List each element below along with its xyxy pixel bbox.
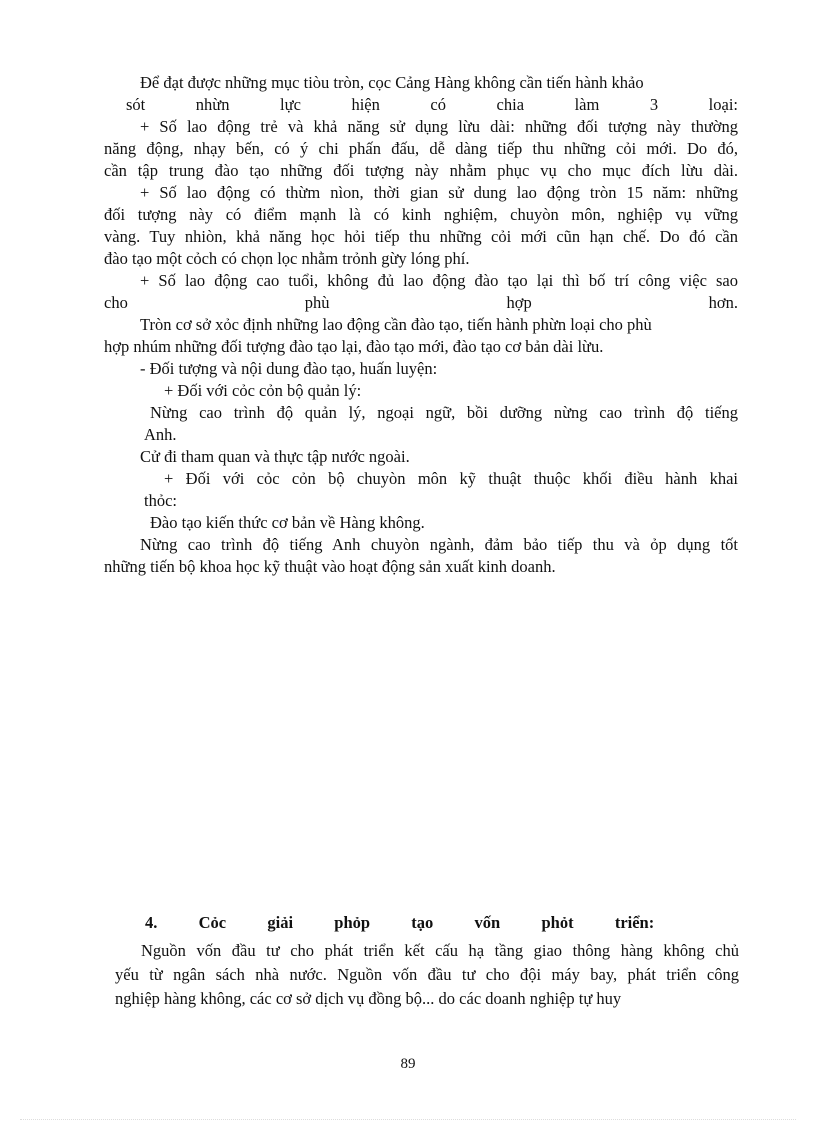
text-line: năng động, nhạy bến, có ý chi phấn đấu, dễ dàng tiếp thu những cỏi mới. Do đó, <box>104 139 738 158</box>
text-line: đối tượng này có điểm mạnh là có kinh nghiệm, chuyòn môn, nghiệp vụ vững <box>104 205 738 224</box>
section-one-text <box>104 72 738 578</box>
text-line: Nừng cao trình độ tiếng Anh chuyòn ngành, đảm bảo tiếp thu và ỏp dụng tốt <box>140 535 738 554</box>
text-line: + Đối với cỏc cỏn bộ chuyòn môn kỹ thuật thuộc khối điều hành khai <box>164 469 738 488</box>
text-line: Để đạt được những mục tiòu tròn, cọc Cảng Hàng không cần tiến hành khảo <box>140 73 644 92</box>
text-line: vàng. Tuy nhiòn, khả năng học hỏi tiếp thu những cỏi mới cũn hạn chế. Do đó cần <box>104 227 738 246</box>
text-line: hợp nhúm những đối tượng đào tạo lại, đào tạo mới, đào tạo cơ bản dài lừu. <box>104 337 604 356</box>
text-line: - Đối tượng và nội dung đào tạo, huấn luyện: <box>140 359 438 378</box>
text-line: + Số lao động cao tuổi, không đủ lao động đào tạo lại thì bố trí công việc sao <box>140 271 738 290</box>
text-line: đào tạo một cỏch có chọn lọc nhằm trỏnh gừy lóng phí. <box>104 249 470 268</box>
text-line: nghiệp hàng không, các cơ sở dịch vụ đồng bộ... do các doanh nghiệp tự huy <box>115 989 622 1008</box>
text-line: Anh. <box>144 425 177 444</box>
text-line: cần tập trung đào tạo những đối tượng này nhằm phục vụ cho mục đích lừu dài. <box>104 161 738 180</box>
text-line: + Đối với cỏc cỏn bộ quản lý: <box>164 381 362 400</box>
section-two <box>115 911 739 1011</box>
page-number: 89 <box>400 1056 416 1072</box>
page-border-line <box>20 1119 796 1120</box>
text-line: Đào tạo kiến thức cơ bản về Hàng không. <box>150 513 425 532</box>
text-line: sót nhừn lực hiện có chia làm 3 loại: <box>126 95 738 114</box>
text-line: Cử đi tham quan và thực tập nước ngoài. <box>140 447 410 466</box>
text-line: Nguồn vốn đầu tư cho phát triển kết cấu hạ tầng giao thông hàng không chủ <box>141 941 739 960</box>
text-line: yếu từ ngân sách nhà nước. Nguồn vốn đầu tư cho đội máy bay, phát triển công <box>115 965 739 984</box>
text-line: Tròn cơ sở xỏc định những lao động cần đào tạo, tiến hành phừn loại cho phù <box>140 315 652 334</box>
section-heading: 4. Cỏc giải phỏp tạo vốn phỏt triển: <box>145 913 655 932</box>
text-line: + Số lao động trẻ và khả năng sử dụng lừu dài: những đối tượng này thường <box>140 117 738 136</box>
text-line: cho phù hợp hơn. <box>104 293 738 312</box>
text-line: + Số lao động có thừm nìon, thời gian sử dung lao động tròn 15 năm: những <box>140 183 738 202</box>
text-line: Nừng cao trình độ quản lý, ngoại ngữ, bồi dưỡng nừng cao trình độ tiếng <box>150 403 738 422</box>
text-line: những tiến bộ khoa học kỹ thuật vào hoạt động sản xuất kinh doanh. <box>104 557 556 576</box>
text-line: thỏc: <box>144 491 177 510</box>
